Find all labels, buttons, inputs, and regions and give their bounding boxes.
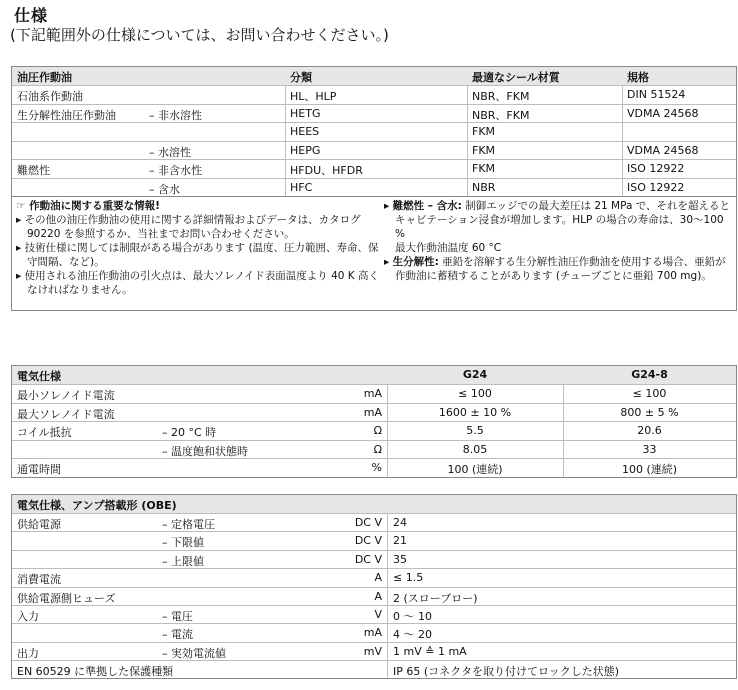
table-cell: FKM — [472, 125, 496, 138]
obe-table — [11, 494, 737, 679]
table-row — [12, 623, 736, 642]
note-item: ▸ 使用される油圧作動油の引火点は、最大ソレノイド表面温度より 40 K 高くなければなりません。 — [16, 270, 380, 296]
note-item: 最大作動油温度 60 °C — [395, 242, 502, 254]
notes-right — [384, 199, 732, 283]
row-unit: Ω — [373, 424, 382, 437]
table-cell: ISO 12922 — [627, 162, 685, 175]
table-cell: HFDU、HFDR — [290, 164, 363, 177]
table-row — [12, 440, 736, 459]
row-label: 供給電源側ヒューズ — [17, 591, 116, 605]
value-g24-8: ≤ 100 — [632, 387, 667, 400]
table-header-row — [12, 366, 736, 384]
table-cell: HEES — [290, 125, 320, 138]
table-cell: ISO 12922 — [627, 180, 685, 194]
col-header-g24-8: G24-8 — [631, 368, 668, 381]
table-row — [12, 587, 736, 606]
table-cell: DIN 51524 — [627, 88, 686, 101]
table-cell: NBR、FKM — [472, 108, 530, 122]
row-unit: A — [374, 571, 382, 585]
value-g24-8: 20.6 — [637, 424, 662, 437]
row-label: EN 60529 に準拠した保護種類 — [17, 665, 174, 679]
row-value: IP 65 (コネクタを取り付けてロックした状態) — [393, 665, 620, 679]
row-label: 出力 — [17, 646, 39, 660]
fluid-table — [11, 66, 737, 197]
table-cell: NBR、FKM — [472, 90, 530, 103]
row-value: ≤ 1.5 — [393, 571, 424, 585]
table-row — [12, 104, 736, 123]
row-unit: Ω — [373, 442, 382, 456]
row-sublabel: – 実効電流値 — [162, 646, 226, 660]
value-g24: 5.5 — [466, 424, 484, 437]
row-sublabel: – 20 °C 時 — [162, 426, 217, 439]
row-value: 4 ～ 20 — [393, 628, 432, 642]
value-g24: 100 (連続) — [447, 463, 503, 476]
row-value: 21 — [393, 534, 407, 548]
table-cell: – 非含水性 — [149, 164, 202, 177]
table-cell: HETG — [290, 106, 321, 120]
fluid-notes-box — [11, 195, 737, 311]
header-cell: 最適なシール材質 — [472, 71, 560, 84]
notes-left — [16, 199, 381, 297]
table-cell: NBR — [472, 180, 496, 194]
table-row — [12, 605, 736, 624]
note-item: ▸ その他の油圧作動油の使用に関する詳細情報およびデータは、カタログ 90220 を参照するか、当社までお問い合わせください。 — [16, 214, 361, 240]
table-row — [12, 85, 736, 104]
row-sublabel: – 温度飽和状態時 — [162, 444, 248, 458]
table-row — [12, 421, 736, 440]
note-item: ▸ 技術仕様に関しては制限がある場合があります (温度、圧力範囲、寿命、保守間隔、など)。 — [16, 242, 379, 268]
table-cell: VDMA 24568 — [627, 106, 699, 120]
row-unit: DC V — [354, 516, 382, 529]
table-row — [12, 513, 736, 532]
row-value: 2 (スローブロー) — [393, 591, 478, 605]
table-header-row — [12, 495, 736, 513]
table-cell: HEPG — [290, 143, 321, 157]
note-item: ▸ 難燃性 – 含水: 制御エッジでの最大差圧は 21 MPa で、それを超えるとキャビテーション浸食が増加します。HLP の場合の寿命は、30～100 % — [384, 200, 731, 240]
table-row — [12, 122, 736, 141]
table-row — [12, 642, 736, 661]
row-unit: % — [371, 461, 382, 474]
table-cell: HL、HLP — [290, 90, 337, 103]
row-unit: mV — [363, 644, 382, 658]
table-row — [12, 568, 736, 587]
row-sublabel: – 下限値 — [162, 536, 204, 550]
notes-heading: 作動油に関する重要な情報! — [29, 200, 160, 212]
row-unit: DC V — [354, 552, 382, 566]
value-g24: ≤ 100 — [458, 387, 492, 400]
table-cell: 難燃性 — [17, 164, 50, 177]
table-row — [12, 384, 736, 403]
row-unit: DC V — [354, 534, 382, 548]
row-value: 24 — [393, 516, 407, 529]
table-row — [12, 159, 736, 178]
value-g24-8: 33 — [642, 442, 657, 456]
header-cell: 分類 — [290, 71, 312, 84]
row-unit: mA — [363, 626, 382, 640]
row-value: 0 ～ 10 — [393, 610, 432, 623]
electrical-table — [11, 365, 737, 478]
table-row — [12, 550, 736, 569]
table-row — [12, 141, 736, 160]
table-cell: FKM — [472, 143, 496, 157]
table-cell: – 非水溶性 — [149, 108, 202, 122]
value-g24: 8.05 — [462, 442, 488, 456]
row-unit: V — [374, 608, 382, 621]
row-label: 供給電源 — [17, 518, 61, 531]
header-cell: 規格 — [627, 71, 649, 84]
table-cell: HFC — [290, 180, 313, 194]
table-row — [12, 403, 736, 422]
col-header-g24: G24 — [462, 368, 488, 381]
table-cell: FKM — [472, 162, 496, 175]
note-item: ▸ 生分解性: 亜鉛を溶解する生分解性油圧作動油を使用する場合、亜鉛が作動油に蓄積することがあります (チューブごとに亜鉛 700 mg)。 — [384, 256, 726, 282]
value-g24-8: 100 (連続) — [621, 463, 678, 476]
table-row — [12, 178, 736, 197]
row-label: 通電時間 — [17, 463, 61, 476]
row-unit: A — [374, 589, 382, 603]
table-cell: – 水溶性 — [149, 145, 191, 159]
row-sublabel: – 上限値 — [162, 554, 204, 568]
row-label: コイル抵抗 — [17, 426, 72, 439]
table-title: 電気仕様、アンプ搭載形 (OBE) — [17, 499, 177, 512]
row-sublabel: – 電流 — [162, 628, 193, 642]
value-g24-8: 800 ± 5 % — [620, 405, 679, 419]
page-title: 仕様 — [14, 6, 49, 25]
table-cell: VDMA 24568 — [627, 143, 699, 157]
value-g24: 1600 ± 10 % — [438, 405, 512, 419]
row-label: 最小ソレノイド電流 — [17, 389, 115, 402]
row-value: 35 — [393, 552, 407, 566]
row-label: 消費電流 — [17, 573, 61, 587]
row-value: 1 mV ≙ 1 mA — [393, 644, 467, 658]
row-sublabel: – 電圧 — [162, 610, 193, 623]
table-row — [12, 531, 736, 550]
table-title: 電気仕様 — [17, 370, 61, 383]
table-row — [12, 458, 736, 477]
pointing-hand-icon: ☞ — [16, 200, 26, 212]
page-subtitle: (下記範囲外の仕様については、お問い合わせください。) — [10, 26, 389, 44]
table-header-row — [12, 67, 736, 85]
table-cell: – 含水 — [149, 182, 180, 196]
row-unit: mA — [363, 405, 382, 419]
table-cell: 石油系作動油 — [17, 90, 83, 103]
row-label: 最大ソレノイド電流 — [17, 407, 115, 421]
row-label: 入力 — [17, 610, 39, 623]
table-cell: 生分解性油圧作動油 — [17, 108, 116, 122]
row-unit: mA — [363, 387, 382, 400]
row-sublabel: – 定格電圧 — [162, 518, 215, 531]
header-cell: 油圧作動油 — [17, 71, 72, 84]
table-row — [12, 660, 736, 679]
